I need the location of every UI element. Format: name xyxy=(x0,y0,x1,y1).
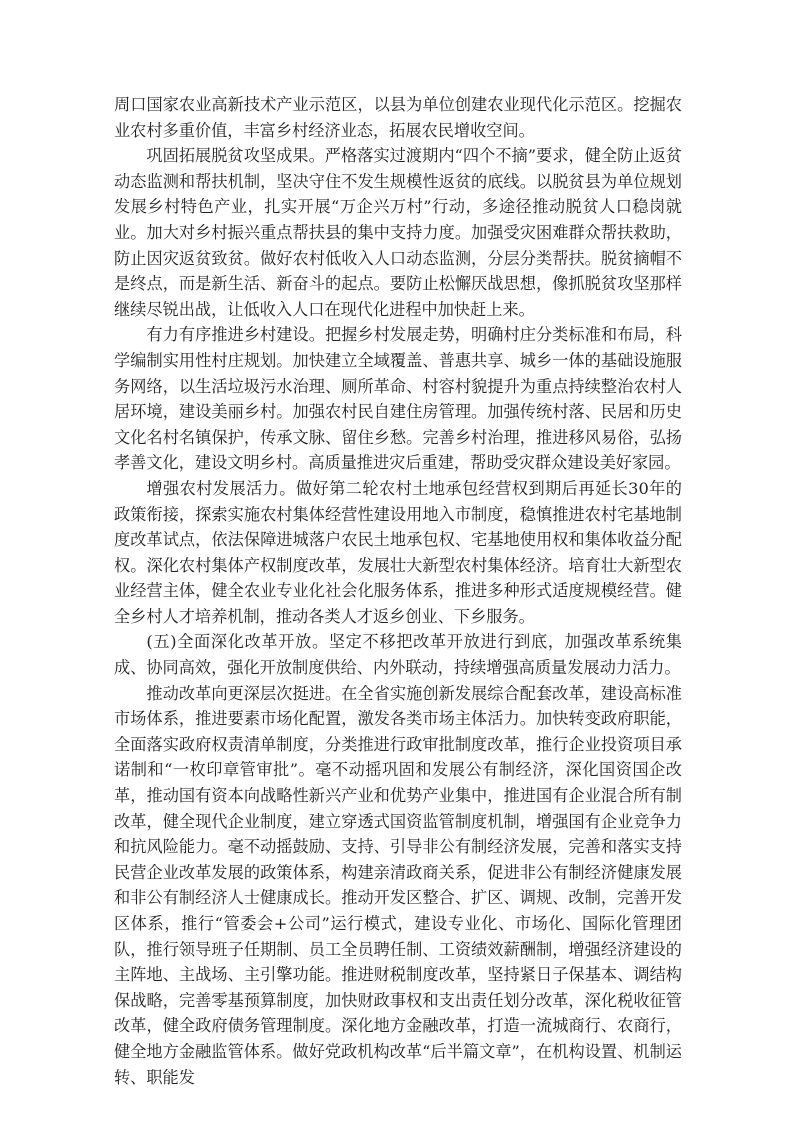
paragraph-4: 增强农村发展活力。做好第二轮农村土地承包经营权到期后再延长30年的政策衔接，探索实施农村集体经营性建设用地入市制度，稳慎推进农村宅基地制度改革试点，依法保障进城落户农民土地承包权、宅基地使用权和集体收益分配权。深化农村集体产权制度改革，发展壮大新型农村集体经济。培育壮大新型农业经营主体，健全农业专业化社会化服务体系，推进多种形式适度规模经营。健全乡村人才培养机制，推动各类人才返乡创业、下乡服务。 xyxy=(114,478,682,626)
paragraph-1: 周口国家农业高新技术产业示范区，以县为单位创建农业现代化示范区。挖掘农业农村多重价值，丰富乡村经济业态，拓展农民增收空间。 xyxy=(114,95,682,140)
document-body xyxy=(114,92,682,1090)
paragraph-5: (五)全面深化改革开放。坚定不移把改革开放进行到底，加强改革系统集成、协同高效，强化开放制度供给、内外联动，持续增强高质量发展动力活力。 xyxy=(114,632,682,678)
paragraph-6: 推动改革向更深层次挺进。在全省实施创新发展综合配套改革，建设高标准市场体系，推进要素市场化配置，激发各类市场主体活力。加快转变政府职能，全面落实政府权责清单制度，分类推进行政审批制度改革，推行企业投资项目承诺制和“一枚印章管审批”。毫不动摇巩固和发展公有制经济，深化国资国企改革，推动国有资本向战略性新兴产业和优势产业集中，推进国有企业混合所有制改革，健全现代企业制度，建立穿透式国资监管制度机制，增强国有企业竞争力和抗风险能力。毫不动摇鼓励、支持、引导非公有制经济发展，完善和落实支持民营企业改革发展的政策体系，构建亲清政商关系，促进非公有制经济健康发展和非公有制经济人士健康成长。推动开发区整合、扩区、调规、改制，完善开发区体系，推行“管委会+公司”运行模式，建设专业化、市场化、国际化管理团队，推行领导班子任期制、员工全员聘任制、工资绩效薪酬制，增强经济建设的主阵地、主战场、主引擎功能。推进财税制度改革，坚持紧日子保基本、调结构保战略，完善零基预算制度，加快财政事权和支出责任划分改革，深化税收征管改革，健全政府债务管理制度。深化地方金融改革，打造一流城商行、农商行，健全地方金融监管体系。做好党政机构改革“后半篇文章”，在机构设置、机制运转、职能发 xyxy=(114,683,682,1087)
paragraph-3: 有力有序推进乡村建设。把握乡村发展走势，明确村庄分类标准和布局，科学编制实用性村庄规划。加快建立全域覆盖、普惠共享、城乡一体的基础设施服务网络，以生活垃圾污水治理、厕所革命、村容村貌提升为重点持续整治农村人居环境，建设美丽乡村。加强农村民自建住房管理。加强传统村落、民居和历史文化名村名镇保护，传承文脉、留住乡愁。完善乡村治理，推进移风易俗，弘扬孝善文化，建设文明乡村。高质量推进灾后重建，帮助受灾群众建设美好家园。 xyxy=(114,325,682,473)
paragraph-2: 巩固拓展脱贫攻坚成果。严格落实过渡期内“四个不摘”要求，健全防止返贫动态监测和帮扶机制，坚决守住不发生规模性返贫的底线。以脱贫县为单位规划发展乡村特色产业，扎实开展“万企兴万村”行动，多途径推动脱贫人口稳岗就业。加大对乡村振兴重点帮扶县的集中支持力度。加强受灾困难群众帮扶救助，防止因灾返贫致贫。做好农村低收入人口动态监测，分层分类帮扶。脱贫摘帽不是终点，而是新生活、新奋斗的起点。要防止松懈厌战思想，像抓脱贫攻坚那样继续尽锐出战，让低收入人口在现代化进程中加快赶上来。 xyxy=(114,146,682,319)
